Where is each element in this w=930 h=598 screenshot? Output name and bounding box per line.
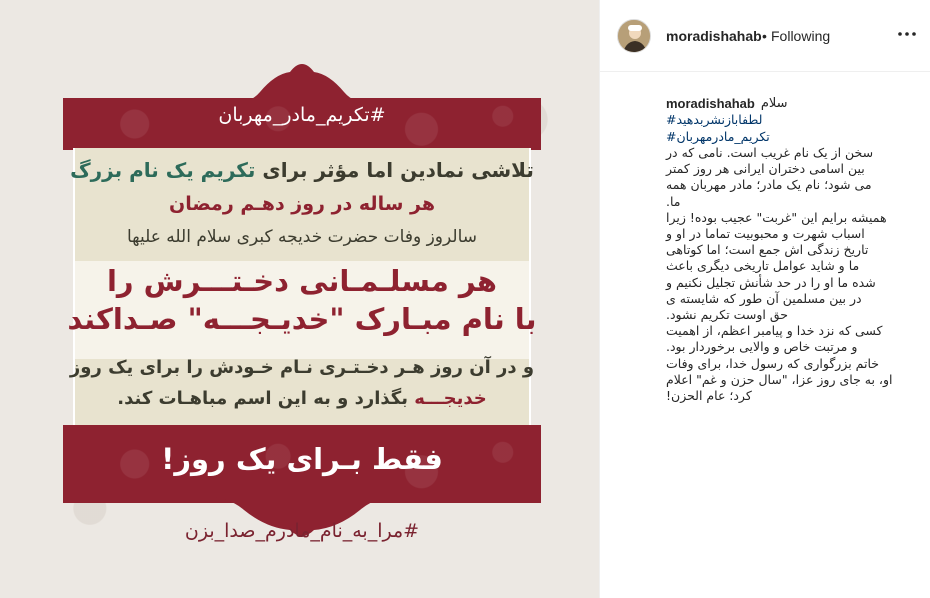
caption-hashtag-1[interactable]: لطفابازنشربدهید# (666, 112, 763, 127)
avatar-icon (618, 20, 651, 53)
header-separator: • (762, 28, 767, 44)
headline-text: تلاشی نمادین اما مؤثر برای (262, 158, 534, 182)
detail-highlight: خدیجـــه (414, 388, 487, 409)
post-caption (600, 96, 930, 404)
hashtag-top: #تکریم_مادر_مهربان (218, 104, 386, 126)
more-options-icon[interactable] (895, 22, 919, 46)
caption-header (666, 96, 923, 111)
caption-hashtag-2[interactable]: تکریم_مادرمهربان# (666, 129, 770, 144)
detail-line-1: و در آن روز هـر دخـتـری نـام خـودش را برای یک روز (69, 357, 535, 378)
following-button[interactable]: Following (771, 28, 831, 44)
main-message-line-2: با نام مبـارک "خدیـجـــه" صـداکند (67, 302, 537, 336)
caption-greeting: سلام (760, 96, 788, 111)
subheadline: هر ساله در روز دهـم رمضان (168, 193, 435, 215)
hashtag-bottom: #مرا_به_نام_مادرم_صدا_بزن (184, 520, 420, 542)
main-message-line-1: هر مسلـمـانی دخـتـــرش را (106, 264, 498, 298)
post-side-panel (599, 0, 930, 598)
detail-rest: بگذارد و به این اسم مباهـات کند. (117, 388, 408, 409)
avatar[interactable] (617, 19, 651, 53)
post-header (600, 0, 930, 72)
header-username[interactable]: moradishahab (666, 28, 762, 44)
caption-username[interactable]: moradishahab (666, 96, 755, 111)
headline-highlight: تکریم یک نام بزرگ (70, 158, 256, 182)
caption-body: سخن از یک نام غریب است. نامی که در بین اسامی دختران ایرانی هر روز کمتر می شود؛ نام یک مادر؛ مادر مهربان همه ما. همیشه برایم این "غربت" عجیب بوده! زیرا اسباب شهرت و محبوبیت تماما در او و تاریخ زندگی اش جمع است؛ اما کوتاهی ما و شاید عوامل تاریخی دیگری باعث شده ما او را در حد شأنش تجلیل نکنیم و در بین مسلمین آن طور که شایسته ی حق اوست تکریم نشود. کسی که نزد خدا و پیامبر اعظم، از اهمیت و مرتبت خاص و والایی برخوردار بود. خاتم بزرگواری که رسول خدا، برای وفات او، به جای روز عزا، "سال حزن و غم" اعلام کرد؛ عام الحزن! (666, 145, 893, 404)
detail-line-2 (63, 388, 541, 409)
anniversary-text: سالروز وفات حضرت خدیجه کبری سلام الله علیها (126, 227, 478, 247)
footer-slogan: فقط بـرای یک روز! (161, 442, 443, 476)
headline (63, 158, 541, 182)
